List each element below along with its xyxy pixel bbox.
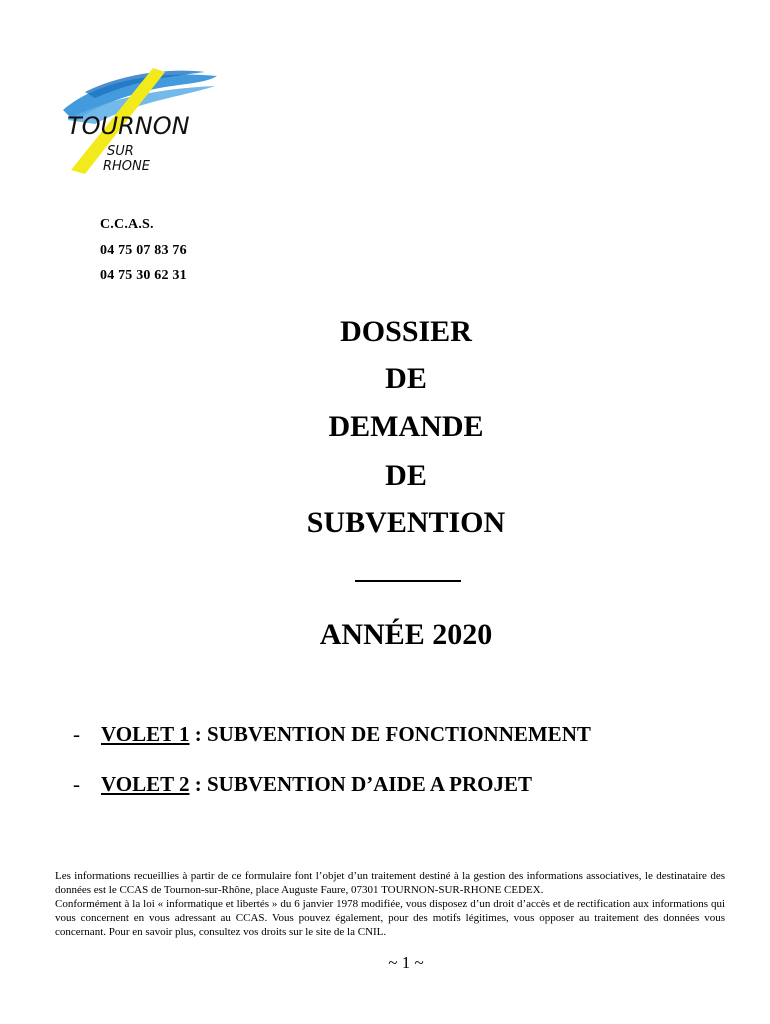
title-line-1: DOSSIER — [340, 315, 472, 348]
page-number: ~ 1 ~ — [388, 953, 424, 972]
volet-1-label: VOLET 1 — [101, 722, 190, 746]
org-name: C.C.A.S. — [100, 217, 154, 232]
phone-number-1: 04 75 07 83 76 — [100, 243, 187, 258]
notice-paragraph-1: Les informations recueillies à partir de ce formulaire font l’objet d’un traitement destiné à la gestion des informations associatives, le destinataire des données est le CCAS de Tournon-sur-Rhône, place Auguste Faure, 07301 TOURNON-SUR-RHONE CEDEX. — [55, 870, 725, 896]
svg-text:SUR: SUR — [107, 144, 134, 159]
volet-2-item — [73, 772, 532, 797]
title-line-4: DE — [385, 459, 427, 492]
svg-text:TOURNON: TOURNON — [67, 112, 190, 140]
title-line-2: DE — [385, 362, 427, 395]
volet-1-text: : SUBVENTION DE FONCTIONNEMENT — [189, 722, 591, 746]
svg-text:RHONE: RHONE — [103, 159, 150, 174]
year-heading: ANNÉE 2020 — [319, 618, 493, 651]
volet-2-text: : SUBVENTION D’AIDE A PROJET — [189, 772, 532, 796]
title-divider — [355, 580, 461, 582]
notice-paragraph-2: Conformément à la loi « informatique et libertés » du 6 janvier 1978 modifiée, vous disposez d’un droit d’accès et de rectification aux informations qui vous concernent en vous adressant au CCAS. Vous pouvez également, pour des motifs légitimes, vous opposer au traitement des données vous concernant. Pour en savoir plus, consultez vos droits sur le site de la CNIL. — [55, 898, 725, 938]
privacy-notice — [55, 869, 725, 939]
title-line-5: SUBVENTION — [306, 506, 506, 539]
title-line-3: DEMANDE — [328, 410, 484, 443]
volet-2-label: VOLET 2 — [101, 772, 190, 796]
volet-1-item — [73, 722, 591, 747]
tournon-logo — [55, 62, 225, 182]
phone-number-2: 04 75 30 62 31 — [100, 268, 187, 283]
bullet-dash: - — [73, 722, 80, 746]
bullet-dash: - — [73, 772, 80, 796]
